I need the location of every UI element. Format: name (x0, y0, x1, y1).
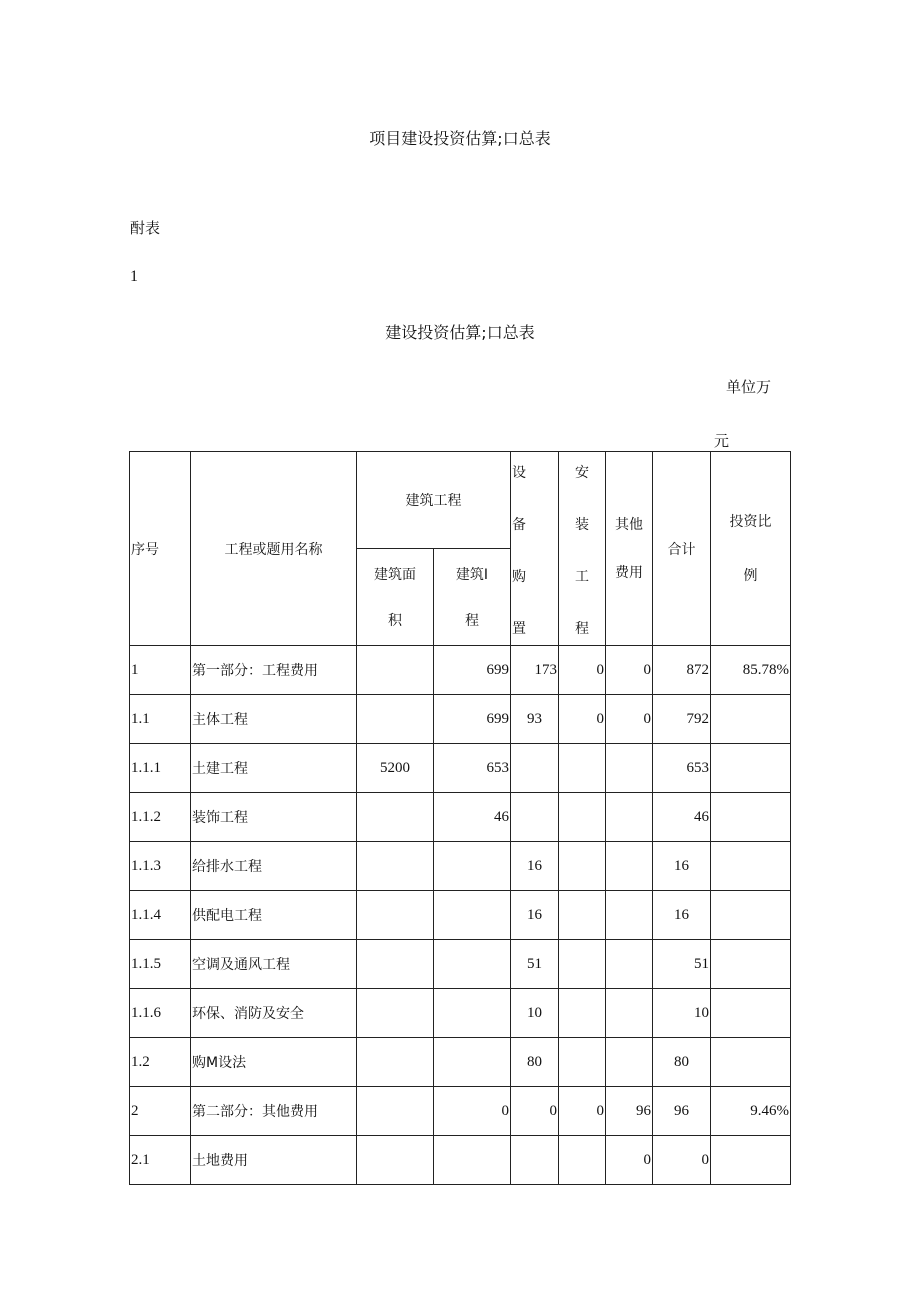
header-building-group: 建筑工程 (357, 452, 511, 549)
row-ratio (711, 744, 791, 793)
row-other (606, 842, 653, 891)
row-other: 0 (606, 646, 653, 695)
row-building-area (357, 646, 434, 695)
row-other (606, 940, 653, 989)
row-name: 第二部分：其他费用 (191, 1087, 357, 1136)
row-building-area (357, 1087, 434, 1136)
row-building-eng: 46 (434, 793, 511, 842)
header-seq: 序号 (130, 452, 191, 646)
header-ratio-line2: 例 (743, 567, 758, 584)
row-building-eng (434, 989, 511, 1038)
row-seq: 1.1.1 (130, 744, 191, 793)
row-equipment: 93 (511, 695, 559, 744)
table-row (130, 1087, 791, 1136)
row-install (559, 842, 606, 891)
row-building-area (357, 891, 434, 940)
row-equipment: 173 (511, 646, 559, 695)
row-install (559, 1038, 606, 1087)
row-name: 空调及通风工程 (191, 940, 357, 989)
table-row (130, 793, 791, 842)
header-building-area-line2: 积 (388, 613, 402, 629)
unit-label-line2: 元 (714, 432, 730, 450)
header-equipment-char: 购 (512, 568, 526, 585)
row-seq: 1.1.6 (130, 989, 191, 1038)
row-building-eng (434, 891, 511, 940)
header-building-area (357, 549, 434, 646)
header-install-char: 安 (575, 464, 589, 481)
row-name: 装饰工程 (191, 793, 357, 842)
row-seq: 1.1.3 (130, 842, 191, 891)
row-name: 给排水工程 (191, 842, 357, 891)
row-building-area (357, 793, 434, 842)
row-name: 购M设法 (191, 1038, 357, 1087)
header-install (559, 452, 606, 646)
row-other (606, 744, 653, 793)
row-install (559, 793, 606, 842)
row-name: 供配电工程 (191, 891, 357, 940)
row-name: 环保、消防及安全 (191, 989, 357, 1038)
row-total: 96 (653, 1087, 711, 1136)
row-ratio (711, 1038, 791, 1087)
header-building-eng (434, 549, 511, 646)
header-install-char: 程 (575, 620, 589, 637)
row-seq: 1.1.2 (130, 793, 191, 842)
row-total: 10 (653, 989, 711, 1038)
row-equipment (511, 1136, 559, 1185)
row-seq: 2 (130, 1087, 191, 1136)
row-total: 46 (653, 793, 711, 842)
row-other: 96 (606, 1087, 653, 1136)
table-row (130, 891, 791, 940)
row-seq: 1.1.5 (130, 940, 191, 989)
table-body (130, 646, 791, 1185)
header-other-line1: 其他 (615, 516, 643, 533)
row-seq: 1 (130, 646, 191, 695)
row-total: 872 (653, 646, 711, 695)
row-name: 土建工程 (191, 744, 357, 793)
header-ratio-line1: 投资比 (729, 513, 772, 530)
row-equipment: 51 (511, 940, 559, 989)
row-total: 0 (653, 1136, 711, 1185)
row-seq: 1.1 (130, 695, 191, 744)
table-row (130, 1136, 791, 1185)
row-install (559, 989, 606, 1038)
row-install (559, 1136, 606, 1185)
table-row (130, 1038, 791, 1087)
row-building-eng (434, 842, 511, 891)
row-equipment (511, 744, 559, 793)
row-building-area (357, 1038, 434, 1087)
investment-estimate-table (129, 451, 791, 1185)
header-other-line2: 费用 (615, 564, 643, 581)
row-equipment: 80 (511, 1038, 559, 1087)
row-equipment: 16 (511, 842, 559, 891)
row-building-area (357, 989, 434, 1038)
document-title: 项目建设投资估算;口总表 (369, 129, 551, 148)
row-total: 792 (653, 695, 711, 744)
header-building-eng-line2: 程 (465, 613, 479, 629)
row-building-area (357, 695, 434, 744)
row-ratio: 9.46% (711, 1087, 791, 1136)
row-total: 51 (653, 940, 711, 989)
row-total: 16 (653, 891, 711, 940)
row-seq: 1.2 (130, 1038, 191, 1087)
row-name: 第一部分：工程费用 (191, 646, 357, 695)
header-other (606, 452, 653, 646)
row-equipment: 0 (511, 1087, 559, 1136)
row-install (559, 940, 606, 989)
row-ratio: 85.78% (711, 646, 791, 695)
row-other (606, 891, 653, 940)
row-seq: 2.1 (130, 1136, 191, 1185)
row-building-eng: 0 (434, 1087, 511, 1136)
header-building-area-line1: 建筑面 (374, 567, 416, 583)
table-row (130, 989, 791, 1038)
row-other: 0 (606, 1136, 653, 1185)
row-install: 0 (559, 695, 606, 744)
row-other (606, 1038, 653, 1087)
table-title: 建设投资估算;口总表 (385, 323, 535, 342)
table-row (130, 940, 791, 989)
header-install-char: 装 (575, 516, 589, 533)
row-building-eng: 653 (434, 744, 511, 793)
row-other (606, 989, 653, 1038)
row-building-eng (434, 1038, 511, 1087)
table-row (130, 695, 791, 744)
table-row (130, 842, 791, 891)
row-ratio (711, 793, 791, 842)
row-building-area (357, 1136, 434, 1185)
header-install-char: 工 (575, 568, 589, 585)
unit-label-line1: 单位万 (726, 378, 772, 396)
row-equipment: 10 (511, 989, 559, 1038)
row-building-eng: 699 (434, 646, 511, 695)
row-ratio (711, 940, 791, 989)
row-other (606, 793, 653, 842)
header-total: 合计 (653, 452, 711, 646)
table-row (130, 646, 791, 695)
row-seq: 1.1.4 (130, 891, 191, 940)
row-equipment: 16 (511, 891, 559, 940)
table-row (130, 744, 791, 793)
row-ratio (711, 842, 791, 891)
appendix-label: 酎表 (130, 219, 161, 237)
header-equipment (511, 452, 559, 646)
row-building-area (357, 842, 434, 891)
row-building-area: 5200 (357, 744, 434, 793)
row-install: 0 (559, 646, 606, 695)
row-building-eng (434, 940, 511, 989)
row-building-eng: 699 (434, 695, 511, 744)
row-other: 0 (606, 695, 653, 744)
header-ratio (711, 452, 791, 646)
header-name: 工程或题用名称 (191, 452, 357, 646)
row-ratio (711, 695, 791, 744)
row-install (559, 744, 606, 793)
row-ratio (711, 1136, 791, 1185)
row-name: 土地费用 (191, 1136, 357, 1185)
header-equipment-char: 设 (512, 464, 526, 481)
row-ratio (711, 989, 791, 1038)
row-name: 主体工程 (191, 695, 357, 744)
row-install (559, 891, 606, 940)
header-building-eng-line1: 建筑I (455, 567, 489, 583)
row-ratio (711, 891, 791, 940)
row-building-area (357, 940, 434, 989)
header-equipment-char: 备 (512, 516, 526, 533)
row-equipment (511, 793, 559, 842)
row-building-eng (434, 1136, 511, 1185)
header-equipment-char: 置 (512, 620, 526, 637)
row-total: 16 (653, 842, 711, 891)
row-total: 80 (653, 1038, 711, 1087)
row-install: 0 (559, 1087, 606, 1136)
row-total: 653 (653, 744, 711, 793)
appendix-number: 1 (130, 268, 138, 285)
